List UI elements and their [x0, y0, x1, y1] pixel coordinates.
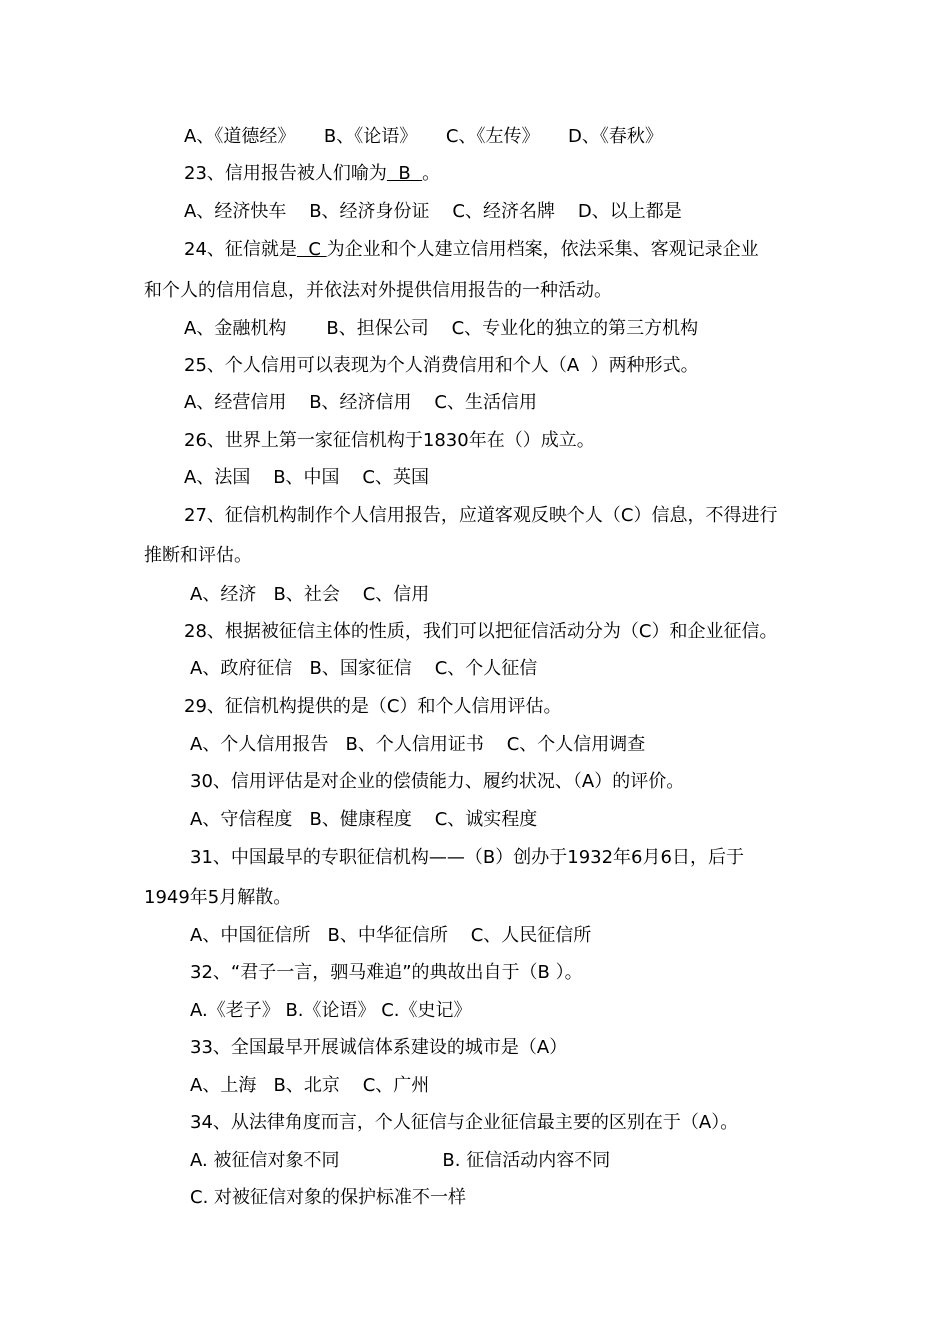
q30-question: 30、信用评估是对企业的偿债能力、履约状况、（A）的评价。 [190, 771, 685, 792]
q30-options: A、守信程度 B、健康程度 C、诚实程度 [190, 809, 538, 830]
q27-question-cont: 推断和评估。 [144, 545, 252, 566]
q31-options: A、中国征信所 B、中华征信所 C、人民征信所 [190, 925, 592, 946]
q33-question: 33、全国最早开展诚信体系建设的城市是（A） [190, 1037, 568, 1058]
q24-question [184, 238, 759, 262]
q32-question: 32、“君子一言，驷马难追”的典故出自于（B ）。 [190, 962, 583, 983]
q34-question: 34、从法律角度而言，个人征信与企业征信最主要的区别在于（A）。 [190, 1112, 739, 1133]
q27-options: A、经济 B、社会 C、信用 [190, 584, 430, 605]
q24-text: 24、征信就是 [184, 239, 297, 260]
q34-options: A. 被征信对象不同 B. 征信活动内容不同 [190, 1150, 611, 1171]
q28-options: A、政府征信 B、国家征信 C、个人征信 [190, 658, 538, 679]
q26-question: 26、世界上第一家征信机构于1830年在（）成立。 [184, 430, 595, 451]
q23-options: A、经济快车 B、经济身份证 C、经济名牌 D、以上都是 [184, 201, 682, 222]
q23-end: 。 [422, 163, 441, 184]
q29-question: 29、征信机构提供的是（C）和个人信用评估。 [184, 696, 562, 717]
q31-question: 31、中国最早的专职征信机构——（B）创办于1932年6月6日，后于 [190, 847, 744, 868]
q32-options: A.《老子》 B.《论语》 C.《史记》 [190, 1000, 472, 1021]
q33-options: A、上海 B、北京 C、广州 [190, 1075, 430, 1096]
q34-option-c: C. 对被征信对象的保护标准不一样 [190, 1187, 467, 1208]
q24-answer-blank: C [296, 239, 327, 260]
q23-text: 23、信用报告被人们喻为 [184, 163, 387, 184]
q28-question: 28、根据被征信主体的性质，我们可以把征信活动分为（C）和企业征信。 [184, 621, 778, 642]
q27-question: 27、征信机构制作个人信用报告，应道客观反映个人（C）信息，不得进行 [184, 505, 778, 526]
q31-question-cont: 1949年5月解散。 [144, 887, 292, 908]
q22-options: A、《道德经》 B、《论语》 C、《左传》 D、《春秋》 [184, 126, 663, 147]
q23-question [184, 162, 440, 186]
q29-options: A、个人信用报告 B、个人信用证书 C、个人信用调查 [190, 734, 646, 755]
q23-answer-blank: B [386, 163, 423, 184]
q26-options: A、法国 B、中国 C、英国 [184, 467, 430, 488]
q25-question: 25、个人信用可以表现为个人消费信用和个人（A ）两种形式。 [184, 355, 699, 376]
q24-question-cont: 和个人的信用信息，并依法对外提供信用报告的一种活动。 [144, 280, 612, 301]
q25-options: A、经营信用 B、经济信用 C、生活信用 [184, 392, 538, 413]
q24-text-cont: 为企业和个人建立信用档案，依法采集、客观记录企业 [326, 239, 759, 260]
q24-options: A、金融机构 B、担保公司 C、专业化的独立的第三方机构 [184, 318, 699, 339]
